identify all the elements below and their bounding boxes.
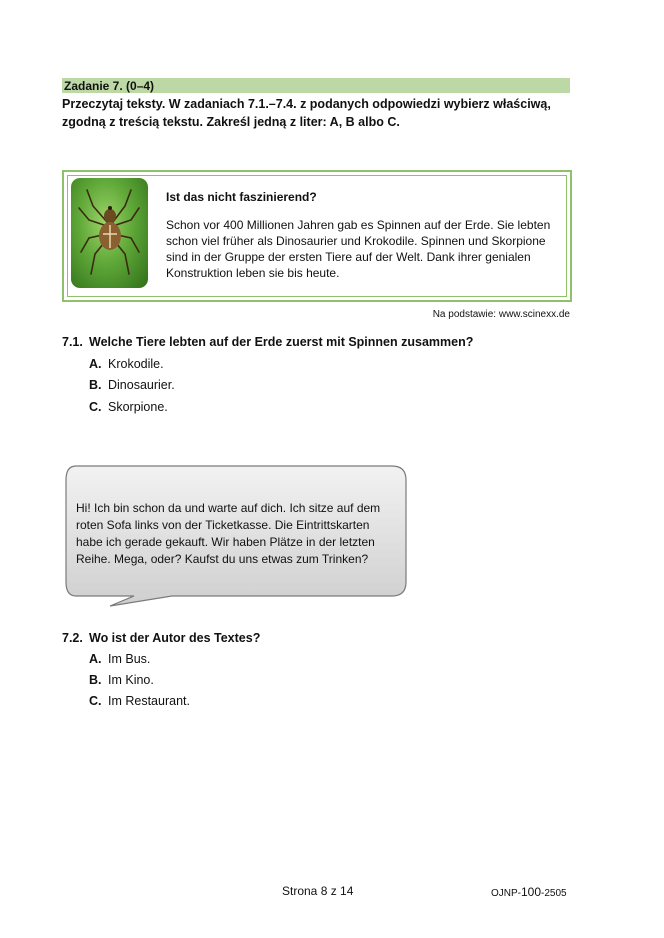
text-1-body xyxy=(166,217,566,281)
exam-code xyxy=(491,885,567,899)
task-instructions: Przeczytaj teksty. W zadaniach 7.1.–7.4. z podanych odpowiedzi wybierz właściwą, zgodną z treścią tekstu. Zakreśl jedną z liter: A, B albo C. xyxy=(62,97,551,129)
text-2-body xyxy=(76,500,396,568)
spider-icon xyxy=(71,178,148,288)
text-2-line: Hi! Ich bin schon da und warte auf dich. Ich sitze auf dem xyxy=(76,501,381,515)
text-1-line: sind in der Gruppe der ersten Tiere auf der Welt. Dank ihrer genialen xyxy=(166,250,531,264)
option-letter: C. xyxy=(89,400,102,414)
option-text: Krokodile. xyxy=(108,357,164,371)
text-1-source: Na podstawie: www.scinexx.de xyxy=(432,309,570,320)
text-1-line: Schon vor 400 Millionen Jahren gab es Spinnen auf der Erde. Sie lebten xyxy=(166,218,551,232)
option-letter: B. xyxy=(89,673,102,687)
option-text: Skorpione. xyxy=(108,400,168,414)
question-number: 7.2. xyxy=(62,631,83,645)
exam-code-suffix: -2505 xyxy=(541,888,567,899)
question-text: Wo ist der Autor des Textes? xyxy=(89,631,261,645)
text-2-line: habe ich gerade gekauft. Wir haben Plätze in der letzten xyxy=(76,535,375,549)
text-1-line: Konstruktion leben sie bis heute. xyxy=(166,266,340,280)
question-number: 7.1. xyxy=(62,335,83,349)
option-letter: B. xyxy=(89,378,102,392)
page-number: Strona 8 z 14 xyxy=(282,884,354,898)
option-letter: A. xyxy=(89,357,102,371)
answer-option-a[interactable] xyxy=(89,652,150,666)
answer-option-c[interactable] xyxy=(89,400,168,414)
option-text: Im Restaurant. xyxy=(108,694,190,708)
option-text: Im Kino. xyxy=(108,673,154,687)
text-2-line: roten Sofa links von der Ticketkasse. Die Eintrittskarten xyxy=(76,518,370,532)
option-text: Dinosaurier. xyxy=(108,378,175,392)
option-letter: A. xyxy=(89,652,102,666)
text-1-line: schon viel früher als Dinosaurier und Krokodile. Spinnen und Skorpione xyxy=(166,234,546,248)
text-1-title: Ist das nicht faszinierend? xyxy=(166,190,317,204)
spider-photo xyxy=(71,178,148,288)
option-text: Im Bus. xyxy=(108,652,151,666)
answer-option-a[interactable] xyxy=(89,357,164,371)
task-title: Zadanie 7. (0–4) xyxy=(64,79,155,93)
option-letter: C. xyxy=(89,694,102,708)
text-2-line: Reihe. Mega, oder? Kaufst du uns etwas zum Trinken? xyxy=(76,552,369,566)
exam-code-prefix: OJNP- xyxy=(491,888,521,899)
question-7-2 xyxy=(62,631,260,645)
answer-option-b[interactable] xyxy=(89,673,154,687)
question-7-1 xyxy=(62,335,473,349)
answer-option-b[interactable] xyxy=(89,378,175,392)
exam-code-main: 100 xyxy=(521,885,542,899)
answer-option-c[interactable] xyxy=(89,694,190,708)
question-text: Welche Tiere lebten auf der Erde zuerst mit Spinnen zusammen? xyxy=(89,335,474,349)
